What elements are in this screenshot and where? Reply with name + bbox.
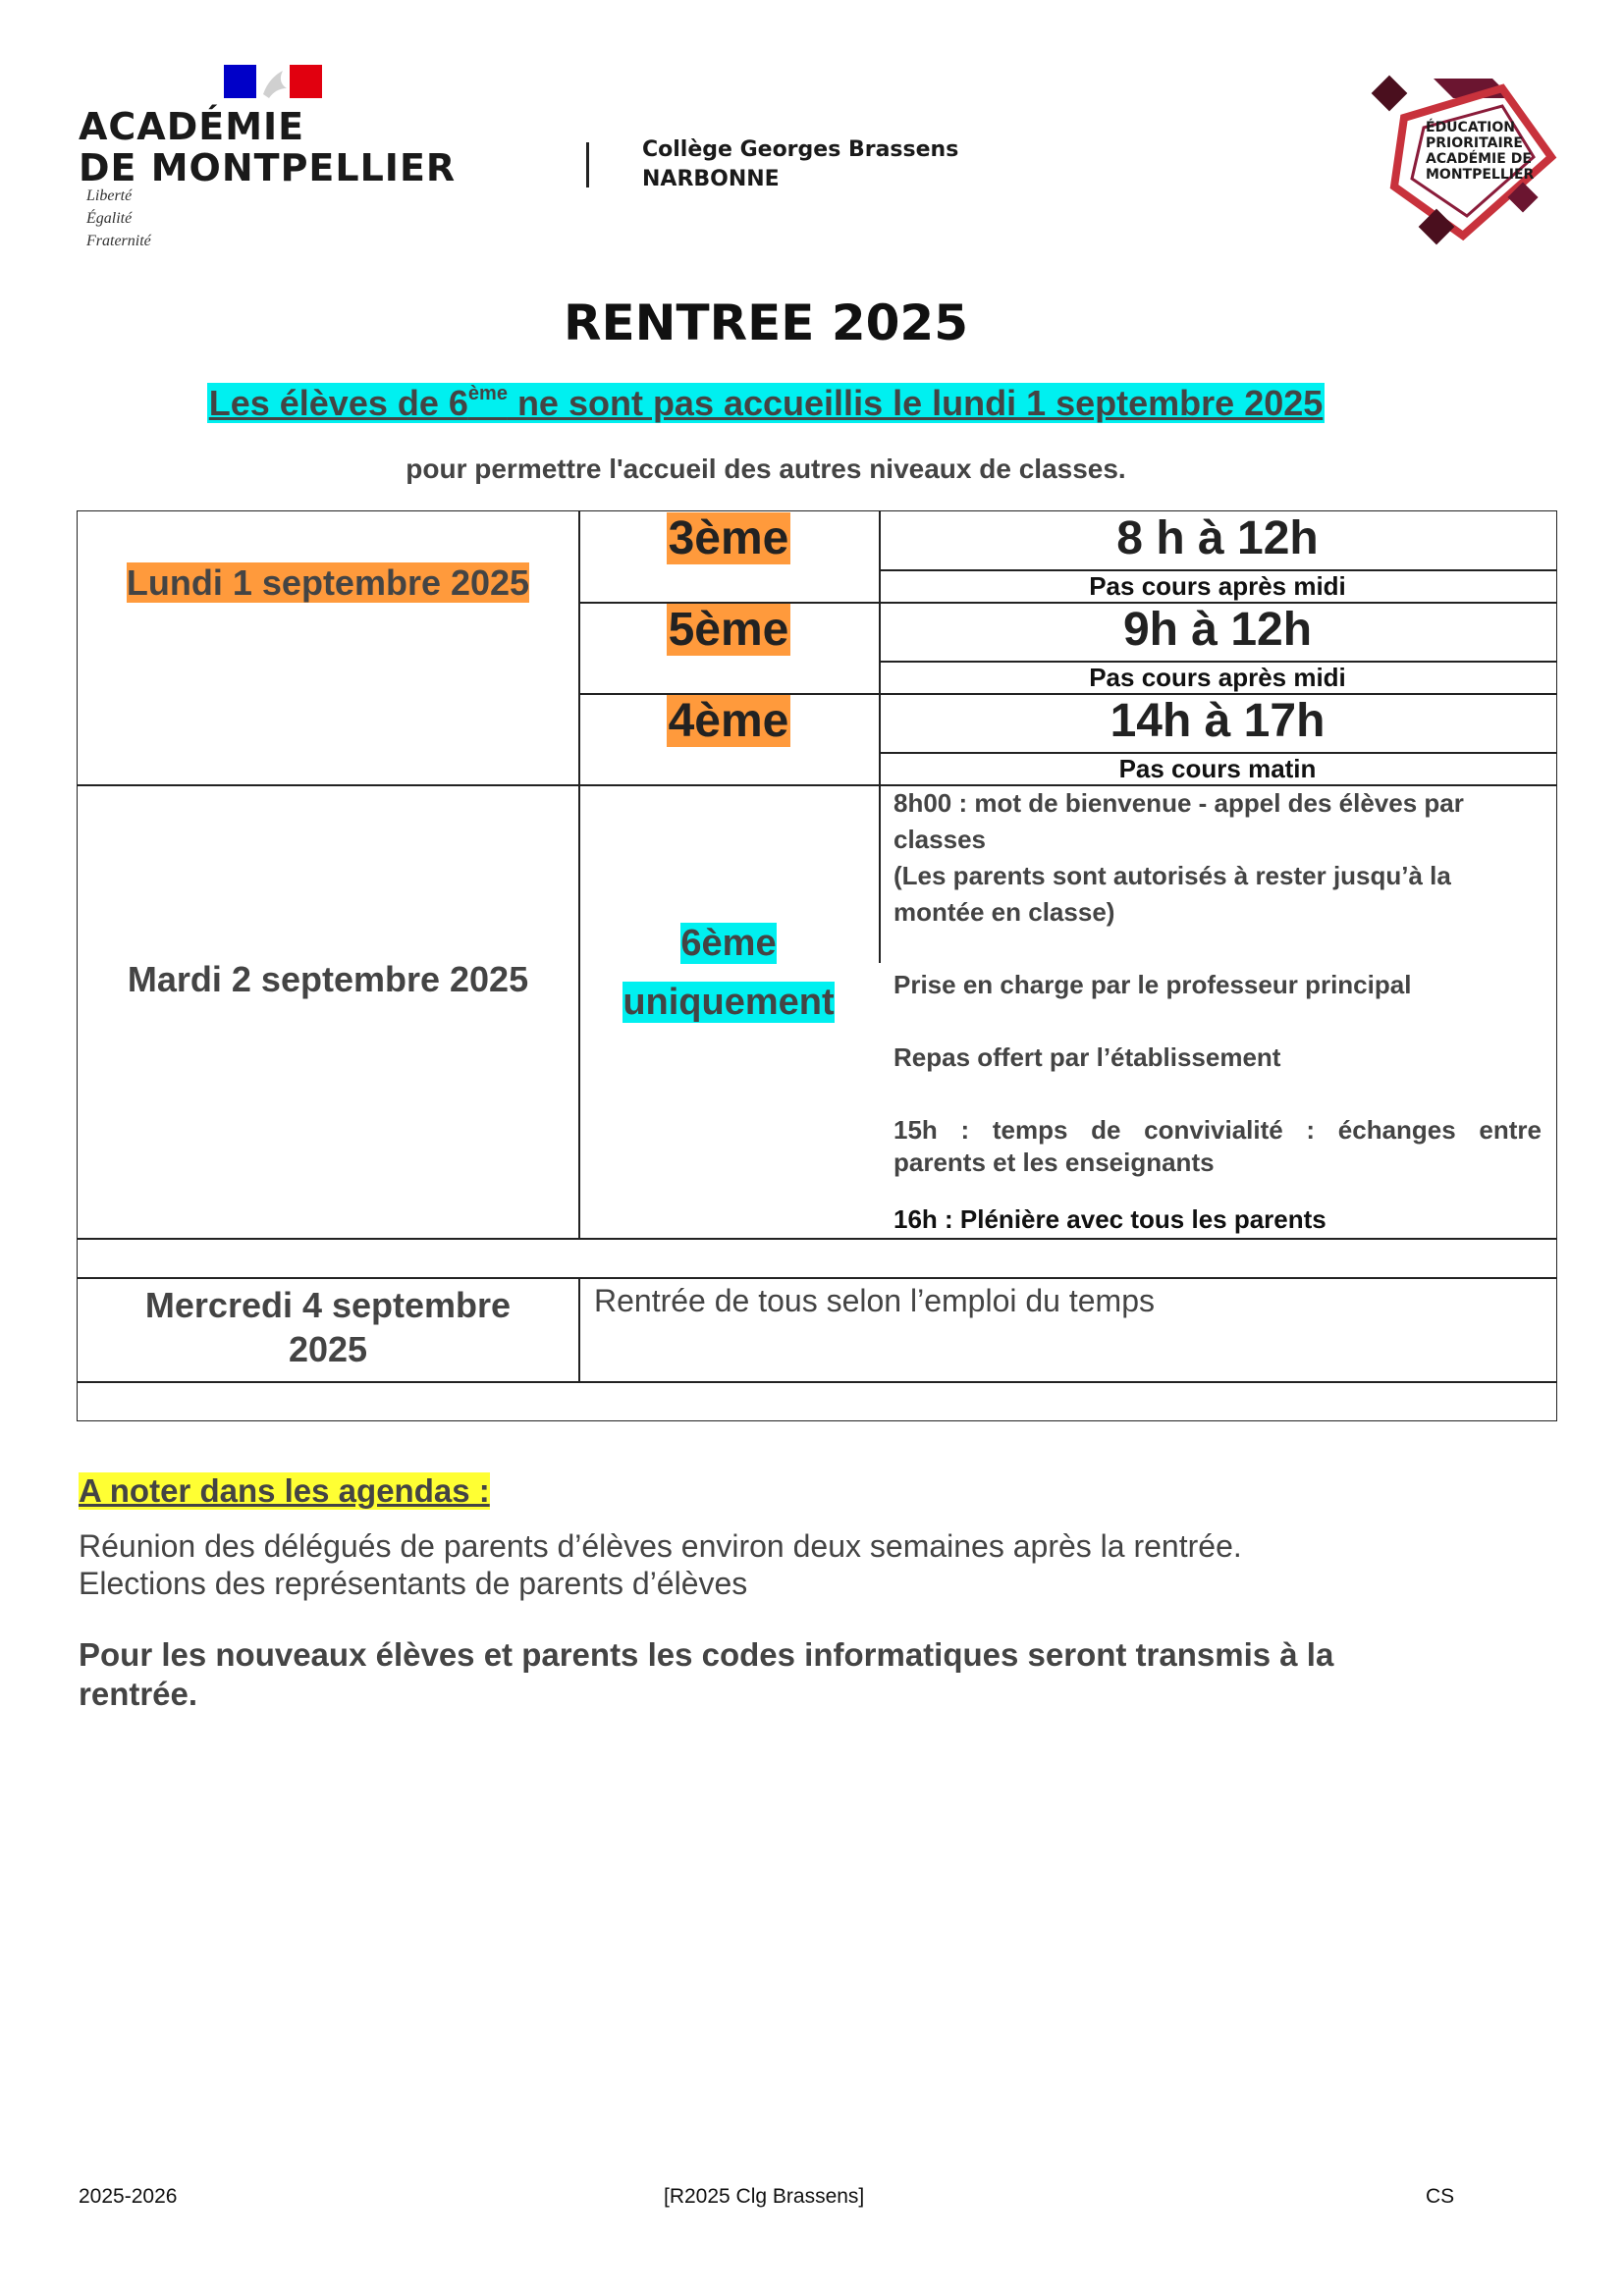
note-4eme: Pas cours matin [1118, 754, 1317, 783]
footer-year: 2025-2026 [79, 2185, 178, 2208]
page-title: RENTREE 2025 [564, 294, 968, 351]
wednesday-line2: 2025 [288, 1329, 368, 1369]
header-divider [586, 142, 589, 187]
agenda-heading: A noter dans les agendas : [79, 1472, 490, 1509]
footer-initials: CS [1426, 2185, 1455, 2208]
subtitle-highlight [207, 383, 1326, 423]
info-conviviality-1: 15h : temps de convivialité : échanges entre [893, 1115, 1542, 1145]
republic-motto: Liberté Égalité Fraternité [86, 187, 151, 249]
level-3eme: 3ème [668, 512, 789, 564]
wednesday-label [78, 1283, 578, 1371]
info-conviviality-2: parents et les enseignants [893, 1148, 1215, 1177]
subtitle [0, 383, 1532, 424]
level-5eme: 5ème [668, 604, 789, 656]
republic-flag-icon [224, 65, 322, 98]
note-5eme: Pas cours après midi [1089, 663, 1346, 692]
education-prioritaire-label: ÉDUCATION PRIORITAIRE ACADÉMIE DE MONTPELLIER [1426, 120, 1535, 183]
wednesday-text: Rentrée de tous selon l’emploi du temps [594, 1283, 1155, 1318]
note-3eme: Pas cours après midi [1089, 571, 1346, 601]
level-6eme-only: uniquement [623, 982, 835, 1023]
tuesday-info [893, 785, 1542, 1238]
info-welcome: 8h00 : mot de bienvenue - appel des élèves par classes [893, 788, 1464, 854]
level-4eme: 4ème [668, 695, 789, 747]
subtitle-before: Les élèves de 6 [208, 383, 468, 423]
agenda-list [79, 1527, 1242, 1602]
info-parents: (Les parents sont autorisés à rester jusqu’à la montée en classe) [893, 861, 1451, 927]
subtitle-after: ne sont pas accueillis le lundi 1 septembre 2025 [507, 383, 1324, 423]
college-name: Collège Georges Brassens [642, 137, 959, 162]
wednesday-line1: Mercredi 4 septembre [144, 1285, 512, 1325]
level-cell-3eme [578, 511, 879, 565]
info-plenary: 16h : Plénière avec tous les parents [893, 1204, 1326, 1234]
level-cell-5eme [578, 603, 879, 657]
hours-5eme: 9h à 12h [1122, 604, 1313, 656]
subtitle-sup: ème [467, 383, 508, 404]
info-meal: Repas offert par l’établissement [893, 1042, 1281, 1072]
monday-cell [78, 562, 578, 604]
codes-note: Pour les nouveaux élèves et parents les codes informatiques seront transmis à la rentrée. [79, 1636, 1334, 1712]
footer-reference: [R2025 Clg Brassens] [664, 2185, 865, 2208]
level-6eme: 6ème [680, 923, 777, 964]
monday-label: Lundi 1 septembre 2025 [126, 562, 530, 603]
subtitle-note: pour permettre l'accueil des autres niveaux de classes. [406, 454, 1126, 484]
agenda-line-1: Réunion des délégués de parents d’élèves environ deux semaines après la rentrée. [79, 1528, 1242, 1564]
agenda-line-2: Elections des représentants de parents d’élèves [79, 1566, 748, 1601]
hours-4eme: 14h à 17h [1110, 695, 1326, 747]
level-cell-4eme [578, 694, 879, 748]
college-city: NARBONNE [642, 167, 780, 191]
level-cell-6eme [578, 914, 879, 1032]
hours-3eme: 8 h à 12h [1116, 512, 1319, 564]
tuesday-label: Mardi 2 septembre 2025 [127, 959, 529, 999]
info-teacher: Prise en charge par le professeur principal [893, 970, 1412, 999]
academy-name: ACADÉMIE DE MONTPELLIER [79, 105, 457, 189]
college-block [642, 135, 958, 194]
